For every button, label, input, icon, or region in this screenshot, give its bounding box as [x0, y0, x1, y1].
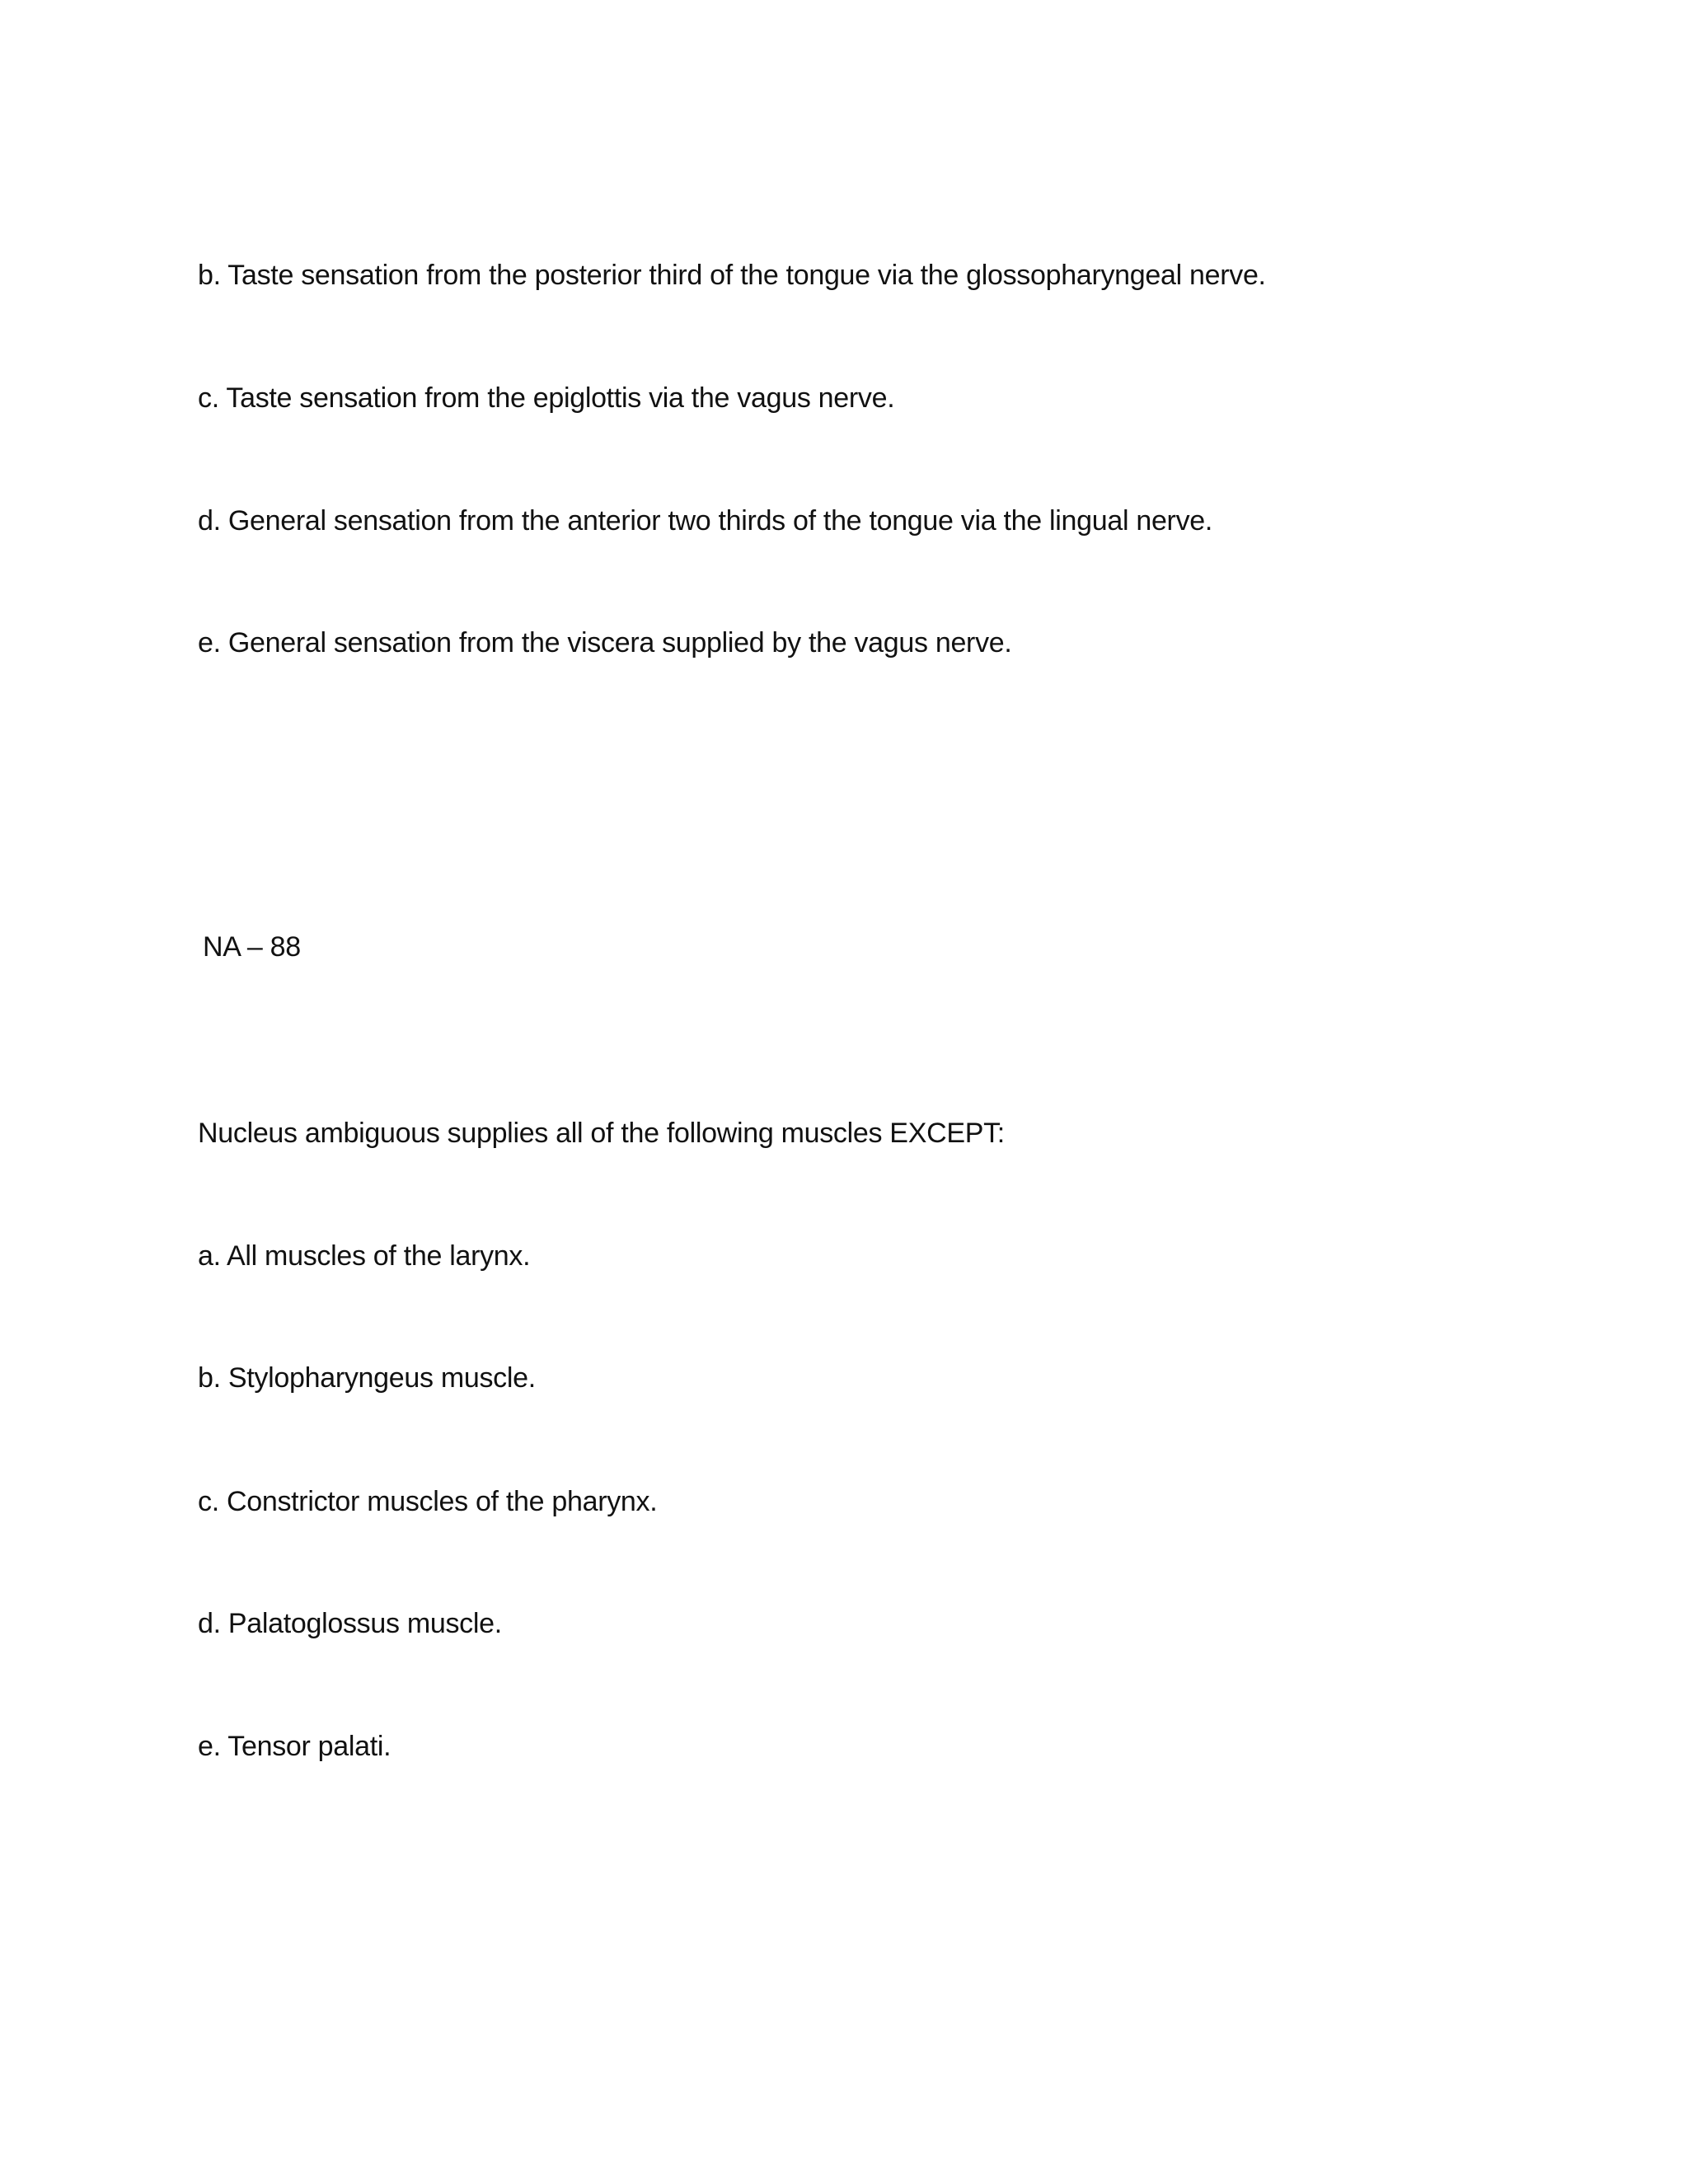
question-stem: Nucleus ambiguous supplies all of the following muscles EXCEPT: — [198, 1118, 1005, 1149]
previous-option-d: d. General sensation from the anterior two thirds of the tongue via the lingual nerve. — [198, 505, 1213, 537]
question-id: NA – 88 — [203, 931, 301, 963]
option-e: e. Tensor palati. — [198, 1731, 392, 1762]
option-d: d. Palatoglossus muscle. — [198, 1608, 502, 1639]
option-b: b. Stylopharyngeus muscle. — [198, 1362, 536, 1394]
previous-option-b: b. Taste sensation from the posterior third of the tongue via the glossopharyngeal nerve. — [198, 260, 1266, 291]
previous-option-c: c. Taste sensation from the epiglottis via the vagus nerve. — [198, 382, 895, 414]
previous-option-e: e. General sensation from the viscera supplied by the vagus nerve. — [198, 627, 1012, 658]
option-c: c. Constrictor muscles of the pharynx. — [198, 1486, 658, 1517]
option-a: a. All muscles of the larynx. — [198, 1240, 531, 1272]
